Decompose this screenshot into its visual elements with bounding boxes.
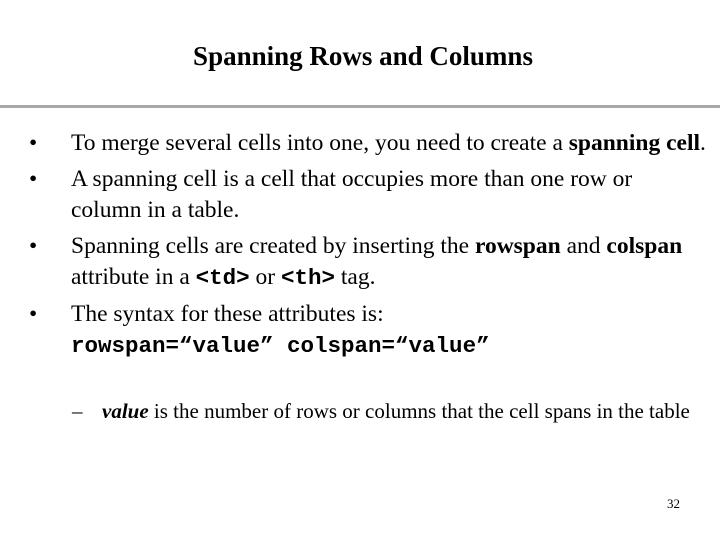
- bullet-text: attribute in a: [71, 264, 196, 290]
- sub-bullet-marker: –: [72, 399, 83, 423]
- bullet-marker: •: [29, 130, 38, 156]
- bullet-text: .: [700, 130, 706, 156]
- bullet-marker: •: [29, 233, 38, 259]
- sub-bullet-text: is the number of rows or columns that the cell spans in the table: [148, 399, 690, 423]
- bullet-item-attributes: [28, 231, 708, 294]
- slide-title: Spanning Rows and Columns: [193, 41, 533, 71]
- bullet-text: The syntax for these attributes is:: [71, 301, 384, 327]
- bullet-bold-term: spanning cell: [568, 130, 700, 156]
- sub-bullet-list: [72, 397, 692, 426]
- bullet-item-definition: [28, 164, 708, 226]
- bullet-marker: •: [29, 301, 38, 327]
- sub-bullet-item: [72, 397, 692, 426]
- bullet-bold-term: rowspan: [474, 233, 561, 259]
- bullet-text: Spanning cells are created by inserting the: [71, 233, 475, 259]
- bullet-code-tag: <td>: [195, 265, 250, 291]
- page-number: 32: [667, 496, 680, 511]
- bullet-marker: •: [29, 166, 38, 192]
- bullet-text: or: [249, 264, 281, 290]
- bullet-text: tag.: [335, 264, 376, 290]
- bullet-text: and: [560, 233, 607, 259]
- bullet-code-syntax: rowspan=“value” colspan=“value”: [71, 333, 490, 359]
- sub-bullet-emphasis: value: [102, 399, 149, 423]
- bullet-item-spanning-cell: [28, 128, 708, 159]
- bullet-text: A spanning cell is a cell that occupies more than one row or column in a table.: [71, 166, 633, 223]
- bullet-list: [28, 128, 708, 367]
- title-divider: [0, 105, 720, 108]
- bullet-text: To merge several cells into one, you need to create a: [71, 130, 569, 156]
- bullet-item-syntax: [28, 299, 708, 362]
- bullet-bold-term: colspan: [606, 233, 683, 259]
- bullet-code-tag: <th>: [280, 265, 335, 291]
